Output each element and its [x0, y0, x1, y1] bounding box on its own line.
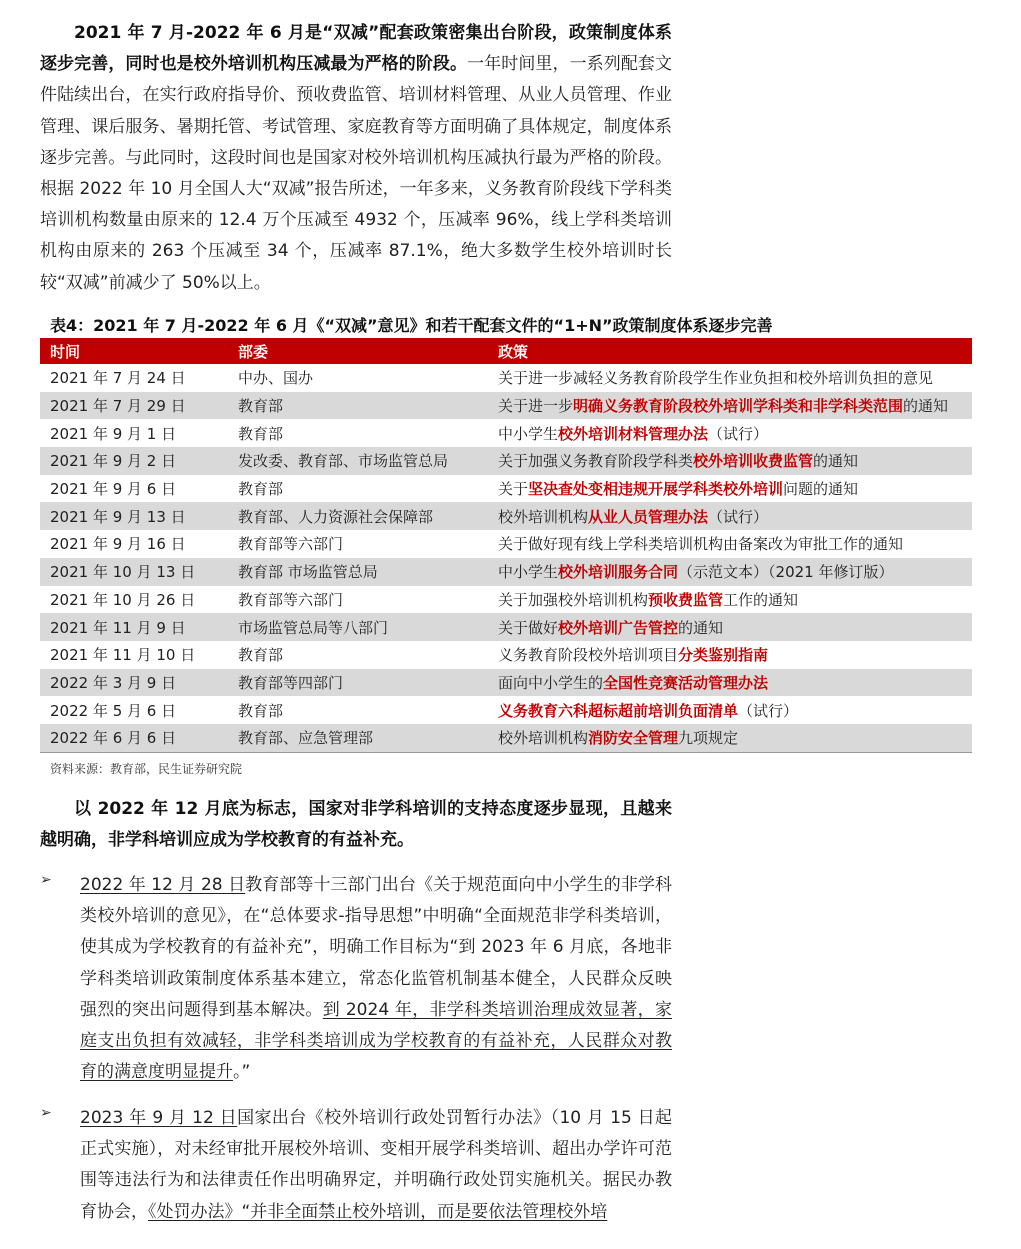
table-row [40, 364, 972, 392]
department-text: 市场监管总局等八部门 [238, 618, 389, 637]
cell-department [228, 613, 488, 641]
policy-text-suffix: 的通知 [903, 397, 949, 416]
policy-text: 关于做好现有线上学科类培训机构由备案改为审批工作的通知 [498, 535, 904, 554]
cell-department [228, 530, 488, 558]
policy-text: 中小学生 [498, 424, 559, 443]
header-department: 部委 [228, 338, 488, 364]
policy-highlight: 全国性竞赛活动管理办法 [603, 673, 769, 692]
date-text: 2022 年 5 月 6 日 [50, 701, 177, 720]
table-row [40, 641, 972, 669]
cell-department [228, 419, 488, 447]
cell-policy [488, 475, 972, 503]
table-caption: 表4：2021 年 7 月-2022 年 6 月《“双减”意见》和若干配套文件的“1+N”政策制度体系逐步完善 [50, 316, 773, 335]
bullet-arrow-icon: ➢ [40, 872, 52, 888]
table-row [40, 392, 972, 420]
cell-department [228, 586, 488, 614]
policy-highlight: 明确义务教育阶段校外培训学科类和非学科类范围 [573, 397, 904, 416]
cell-policy [488, 447, 972, 475]
date-text: 2022 年 3 月 9 日 [50, 673, 177, 692]
cell-date [40, 419, 228, 447]
bullet-text-1 [80, 870, 672, 1088]
cell-date [40, 696, 228, 724]
policy-highlight: 从业人员管理办法 [588, 507, 709, 526]
policy-text-suffix: 的通知 [678, 618, 724, 637]
cell-date [40, 669, 228, 697]
policy-text: 关于加强义务教育阶段学科类 [498, 452, 694, 471]
policy-text-suffix: 九项规定 [678, 729, 739, 748]
intro-body-text: 一年时间里，一系列配套文件陆续出台，在实行政府指导价、预收费监管、培训材料管理、从业人员管理、作业管理、课后服务、暑期托管、考试管理、家庭教育等方面明确了具体规定，制度体系逐步完善。与此同时，这段时间也是国家对校外培训机构压减执行最为严格的阶段。根据 2022 年 10 月全国人大“双减”报告所述，一年多来，义务教育阶段线下学科类培训机构数量由原来的 12.4 万个压减至 4932 个，压减率 96%，线上学科类培训机构由原来的 263 个压减至 34 个，压减率 87.1%，绝大多数学生校外培训时长较“双减”前减少了 50%以上。 [40, 54, 673, 293]
bullet-arrow-icon: ➢ [40, 1105, 52, 1121]
cell-department [228, 724, 488, 752]
date-text: 2021 年 9 月 16 日 [50, 535, 186, 554]
cell-date [40, 447, 228, 475]
cell-policy [488, 641, 972, 669]
policy-text-suffix: 问题的通知 [783, 480, 859, 499]
department-text: 教育部 市场监管总局 [238, 563, 378, 582]
cell-department [228, 447, 488, 475]
cell-department [228, 392, 488, 420]
department-text: 教育部 [238, 701, 284, 720]
policy-table [40, 338, 972, 753]
policy-highlight: 校外培训收费监管 [693, 452, 814, 471]
cell-date [40, 392, 228, 420]
cell-department [228, 696, 488, 724]
department-text: 教育部 [238, 480, 284, 499]
department-text: 教育部 [238, 424, 284, 443]
table-row [40, 696, 972, 724]
table-row [40, 530, 972, 558]
table-row [40, 669, 972, 697]
policy-highlight: 校外培训服务合同 [558, 563, 679, 582]
table-source-note: 资料来源：教育部，民生证券研究院 [50, 762, 243, 776]
cell-policy [488, 558, 972, 586]
cell-policy [488, 696, 972, 724]
date-text: 2022 年 6 月 6 日 [50, 729, 177, 748]
cell-date [40, 586, 228, 614]
policy-text: 关于做好 [498, 618, 559, 637]
intro-bold-sentence: 2021 年 7 月-2022 年 6 月是“双减”配套政策密集出台阶段，政策制度体系逐步完善，同时也是校外培训机构压减最为严格的阶段。 [40, 23, 672, 75]
policy-text: 校外培训机构 [498, 729, 589, 748]
department-text: 教育部等六部门 [238, 590, 344, 609]
policy-highlight: 校外培训材料管理办法 [558, 424, 709, 443]
cell-policy [488, 613, 972, 641]
policy-text: 校外培训机构 [498, 507, 589, 526]
policy-text-suffix: 的通知 [813, 452, 859, 471]
table-row [40, 419, 972, 447]
policy-text: 义务教育阶段校外培训项目 [498, 646, 679, 665]
cell-department [228, 641, 488, 669]
cell-date [40, 724, 228, 752]
table-row [40, 502, 972, 530]
date-text: 2021 年 9 月 13 日 [50, 507, 186, 526]
cell-date [40, 364, 228, 392]
policy-text-suffix: 工作的通知 [723, 590, 799, 609]
date-text: 2021 年 9 月 1 日 [50, 424, 177, 443]
department-text: 教育部、人力资源社会保障部 [238, 507, 434, 526]
cell-date [40, 613, 228, 641]
bullet-body-1b: 。” [233, 1062, 251, 1083]
policy-highlight: 坚决查处变相违规开展学科类校外培训 [528, 480, 784, 499]
cell-date [40, 641, 228, 669]
bullet-underline-2: 《处罚办法》“并非全面禁止校外培训，而是要依法管理校外培 [148, 1201, 608, 1222]
department-text: 中办、国办 [238, 369, 314, 388]
policy-text: 关于进一步 [498, 397, 574, 416]
cell-date [40, 502, 228, 530]
department-text: 教育部 [238, 397, 284, 416]
date-text: 2021 年 11 月 10 日 [50, 646, 196, 665]
section-bold-text: 以 2022 年 12 月底为标志，国家对非学科培训的支持态度逐步显现，且越来越明确，非学科培训应成为学校教育的有益补充。 [40, 799, 672, 851]
bullet-body-2a: 国家出台《校外培训行政处罚暂行办法》（10 月 15 日起正式实施），对未经审批开展校外培训、变相开展学科类培训、超出办学许可范围等违法行为和法律责任作出明确界定，并明确行政处罚实施机关。据民办教育协会， [80, 1108, 672, 1222]
policy-highlight: 消防安全管理 [588, 729, 679, 748]
table-row [40, 724, 972, 752]
date-text: 2021 年 9 月 2 日 [50, 452, 177, 471]
department-text: 教育部、应急管理部 [238, 729, 374, 748]
cell-policy [488, 419, 972, 447]
cell-policy [488, 530, 972, 558]
cell-policy [488, 502, 972, 530]
cell-policy [488, 586, 972, 614]
table-header-row [40, 338, 972, 364]
bullet-underline-1: 到 2024 年，非学科类培训治理成效显著，家庭支出负担有效减轻，非学科类培训成为学校教育的有益补充，人民群众对教育的满意度明显提升 [80, 999, 672, 1083]
section-bold-paragraph [40, 794, 672, 856]
cell-date [40, 530, 228, 558]
policy-text: 面向中小学生的 [498, 673, 604, 692]
policy-text-suffix: （示范文本）（2021 年修订版） [678, 563, 894, 582]
date-text: 2021 年 7 月 24 日 [50, 369, 186, 388]
policy-highlight: 预收费监管 [648, 590, 724, 609]
table-row [40, 613, 972, 641]
bullet-body-1a: 教育部等十三部门出台《关于规范面向中小学生的非学科类校外培训的意见》，在“总体要求-指导思想”中明确“全面规范非学科类培训，使其成为学校教育的有益补充”，明确工作目标为“到 2023 年 6 月底，各地非学科类培训政策制度体系基本建立，常态化监管机制基本健全，人民群众反映强烈的突出问题得到基本解决。 [80, 875, 673, 1020]
table-body [40, 364, 972, 752]
date-text: 2021 年 10 月 13 日 [50, 563, 196, 582]
policy-highlight: 义务教育六科超标超前培训负面清单 [498, 701, 739, 720]
cell-date [40, 475, 228, 503]
cell-department [228, 558, 488, 586]
policy-text-suffix: （试行） [708, 424, 769, 443]
table-row [40, 475, 972, 503]
cell-policy [488, 364, 972, 392]
date-text: 2021 年 7 月 29 日 [50, 397, 186, 416]
policy-text-suffix: （试行） [738, 701, 799, 720]
cell-policy [488, 392, 972, 420]
policy-highlight: 校外培训广告管控 [558, 618, 679, 637]
date-text: 2021 年 9 月 6 日 [50, 480, 177, 499]
intro-paragraph [40, 18, 672, 299]
table-row [40, 558, 972, 586]
table-row [40, 447, 972, 475]
cell-department [228, 502, 488, 530]
cell-date [40, 558, 228, 586]
date-text: 2021 年 10 月 26 日 [50, 590, 196, 609]
cell-policy [488, 724, 972, 752]
policy-text-suffix: （试行） [708, 507, 769, 526]
header-policy: 政策 [488, 338, 972, 364]
policy-text: 关于加强校外培训机构 [498, 590, 649, 609]
cell-department [228, 669, 488, 697]
bullet-text-2 [80, 1103, 672, 1228]
department-text: 教育部等四部门 [238, 673, 344, 692]
cell-department [228, 475, 488, 503]
cell-department [228, 364, 488, 392]
department-text: 教育部等六部门 [238, 535, 344, 554]
department-text: 教育部 [238, 646, 284, 665]
table-row [40, 586, 972, 614]
policy-text: 中小学生 [498, 563, 559, 582]
policy-text: 关于 [498, 480, 529, 499]
bullet-date-2: 2023 年 9 月 12 日 [80, 1108, 238, 1128]
policy-text: 关于进一步减轻义务教育阶段学生作业负担和校外培训负担的意见 [498, 369, 934, 388]
department-text: 发改委、教育部、市场监管总局 [238, 452, 449, 471]
policy-highlight: 分类鉴别指南 [678, 646, 769, 665]
cell-policy [488, 669, 972, 697]
date-text: 2021 年 11 月 9 日 [50, 618, 186, 637]
header-date: 时间 [40, 338, 228, 364]
bullet-date-1: 2022 年 12 月 28 日 [80, 875, 246, 895]
